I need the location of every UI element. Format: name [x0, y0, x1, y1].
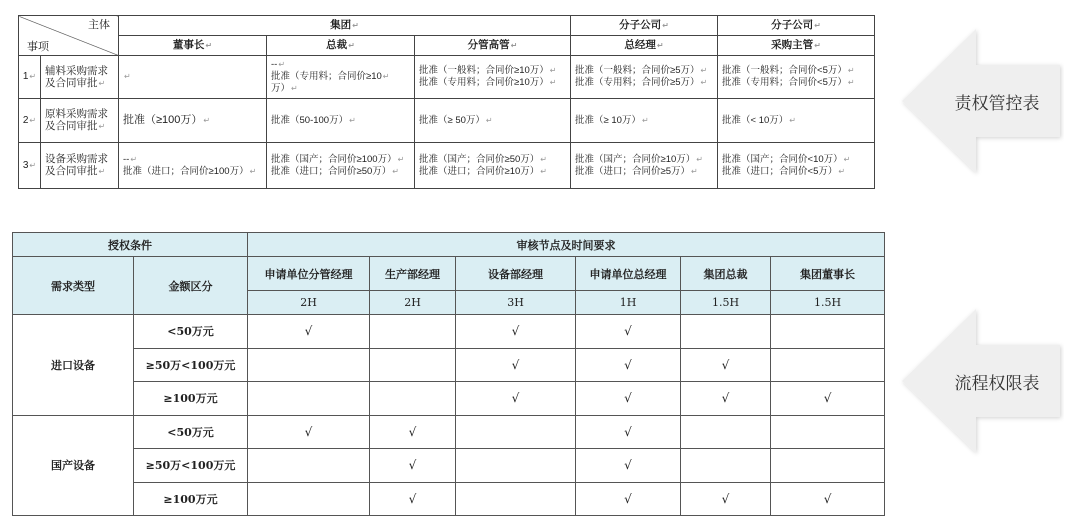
empty-cell	[771, 315, 885, 349]
empty-cell	[771, 415, 885, 449]
empty-cell	[681, 415, 771, 449]
approval-cell: --↵ 批准（进口；合同价≥100万）↵	[119, 143, 267, 189]
check-mark: √	[681, 482, 771, 516]
check-mark: √	[576, 348, 681, 382]
check-mark: √	[576, 449, 681, 483]
empty-cell	[681, 315, 771, 349]
amount-range-cell: <50万元	[134, 415, 248, 449]
responsibility-control-table	[18, 15, 875, 189]
node-header: 集团董事长	[771, 257, 885, 291]
role-header-purchasing: 采购主管↵	[718, 36, 875, 56]
approval-cell: 批准（国产；合同价<10万）↵ 批准（进口；合同价<5万）↵	[718, 143, 875, 189]
time-requirement: 1H	[576, 291, 681, 315]
empty-cell	[248, 348, 370, 382]
check-mark: √	[576, 482, 681, 516]
empty-cell	[681, 449, 771, 483]
demand-type-header: 需求类型	[13, 257, 134, 315]
empty-cell	[456, 415, 576, 449]
approval-cell: --↵ 批准（专用料；合同价≥10↵ 万）↵	[267, 56, 415, 99]
check-mark: √	[771, 382, 885, 416]
row-number: 2↵	[19, 99, 41, 143]
approval-cell: 批准（一般料；合同价≥5万）↵ 批准（专用料；合同价≥5万）↵	[571, 56, 718, 99]
empty-cell	[370, 348, 456, 382]
check-mark: √	[456, 382, 576, 416]
check-mark: √	[370, 449, 456, 483]
approval-cell: 批准（≥100万）↵	[119, 99, 267, 143]
group-header-group: 集团↵	[119, 16, 571, 36]
empty-cell	[370, 315, 456, 349]
amount-range-header: 金额区分	[134, 257, 248, 315]
demand-type-cell: 国产设备	[13, 415, 134, 516]
demand-type-cell: 进口设备	[13, 315, 134, 416]
check-mark: √	[248, 415, 370, 449]
empty-cell	[456, 449, 576, 483]
group-header-subsidiary-2: 分子公司↵	[718, 16, 875, 36]
check-mark: √	[576, 415, 681, 449]
amount-range-cell: ≥100万元	[134, 382, 248, 416]
approval-cell: 批准（国产；合同价≥10万）↵ 批准（进口；合同价≥5万）↵	[571, 143, 718, 189]
check-mark: √	[771, 482, 885, 516]
approval-cell: 批准（< 10万）↵	[718, 99, 875, 143]
node-header: 申请单位总经理	[576, 257, 681, 291]
check-mark: √	[370, 482, 456, 516]
table1-corner-header	[19, 16, 119, 56]
amount-range-cell: <50万元	[134, 315, 248, 349]
time-requirement: 3H	[456, 291, 576, 315]
time-requirement: 2H	[248, 291, 370, 315]
empty-cell	[248, 382, 370, 416]
empty-cell	[370, 382, 456, 416]
empty-cell	[771, 348, 885, 382]
matter-name: 辅料采购需求 及合同审批↵	[41, 56, 119, 99]
empty-cell	[248, 482, 370, 516]
node-header: 生产部经理	[370, 257, 456, 291]
approval-cell: 批准（50-100万）↵	[267, 99, 415, 143]
empty-cell	[456, 482, 576, 516]
check-mark: √	[576, 315, 681, 349]
responsibility-control-arrow	[898, 25, 1064, 177]
corner-subject-label: 主体	[88, 19, 110, 31]
check-mark: √	[456, 348, 576, 382]
process-authority-label: 流程权限表	[954, 373, 1040, 393]
check-mark: √	[681, 382, 771, 416]
process-authority-table	[12, 232, 885, 516]
check-mark: √	[576, 382, 681, 416]
approval-cell: 批准（≥ 10万）↵	[571, 99, 718, 143]
approval-cell: 批准（国产；合同价≥50万）↵ 批准（进口；合同价≥10万）↵	[415, 143, 571, 189]
amount-range-cell: ≥50万<100万元	[134, 348, 248, 382]
check-mark: √	[248, 315, 370, 349]
row-number: 1↵	[19, 56, 41, 99]
time-requirement: 2H	[370, 291, 456, 315]
node-header: 集团总裁	[681, 257, 771, 291]
approval-cell: 批准（一般料；合同价<5万）↵ 批准（专用料；合同价<5万）↵	[718, 56, 875, 99]
approval-cell: 批准（国产；合同价≥100万）↵ 批准（进口；合同价≥50万）↵	[267, 143, 415, 189]
review-nodes-header: 审核节点及时间要求	[248, 233, 885, 257]
node-header: 设备部经理	[456, 257, 576, 291]
node-header: 申请单位分管经理	[248, 257, 370, 291]
approval-cell: 批准（一般料；合同价≥10万）↵ 批准（专用料；合同价≥10万）↵	[415, 56, 571, 99]
empty-cell	[771, 449, 885, 483]
approval-cell: ↵	[119, 56, 267, 99]
time-requirement: 1.5H	[681, 291, 771, 315]
process-authority-arrow	[898, 305, 1064, 457]
role-header-chairman: 董事长↵	[119, 36, 267, 56]
check-mark: √	[370, 415, 456, 449]
matter-name: 设备采购需求 及合同审批↵	[41, 143, 119, 189]
matter-name: 原料采购需求 及合同审批↵	[41, 99, 119, 143]
amount-range-cell: ≥100万元	[134, 482, 248, 516]
corner-item-label: 事项	[27, 41, 49, 53]
group-header-subsidiary-1: 分子公司↵	[571, 16, 718, 36]
empty-cell	[248, 449, 370, 483]
role-header-president: 总裁↵	[267, 36, 415, 56]
approval-cell: 批准（≥ 50万）↵	[415, 99, 571, 143]
auth-conditions-header: 授权条件	[13, 233, 248, 257]
time-requirement: 1.5H	[771, 291, 885, 315]
responsibility-control-label: 责权管控表	[954, 93, 1040, 113]
role-header-gm: 总经理↵	[571, 36, 718, 56]
check-mark: √	[456, 315, 576, 349]
check-mark: √	[681, 348, 771, 382]
amount-range-cell: ≥50万<100万元	[134, 449, 248, 483]
role-header-vp: 分管高管↵	[415, 36, 571, 56]
row-number: 3↵	[19, 143, 41, 189]
